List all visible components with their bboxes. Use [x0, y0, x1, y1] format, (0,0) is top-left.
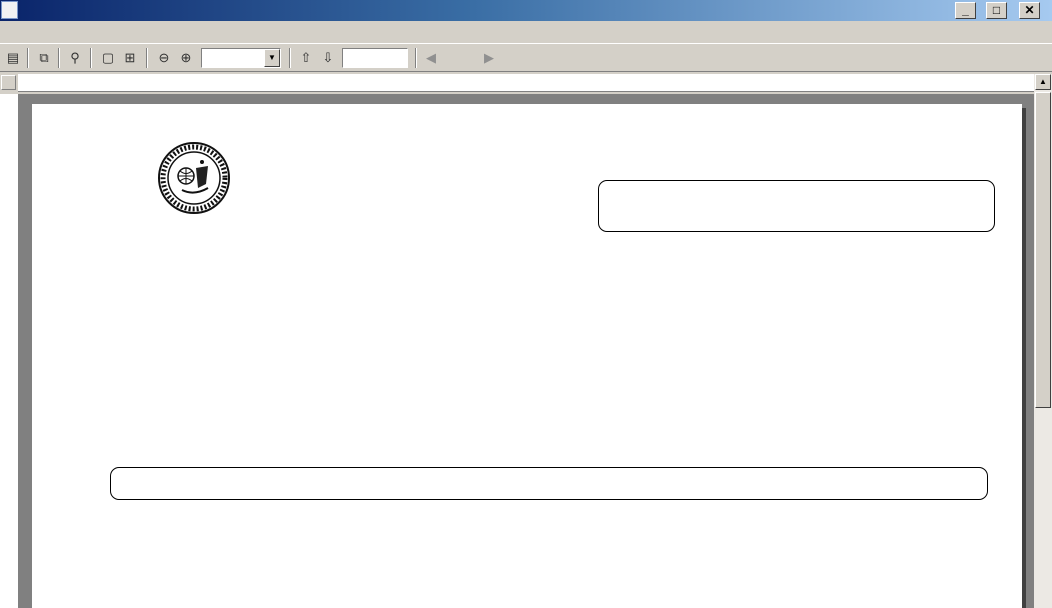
chevron-down-icon[interactable]: ▼ — [264, 49, 280, 67]
toolbar-separator — [58, 48, 60, 68]
vertical-scrollbar[interactable] — [1034, 74, 1052, 608]
page-down-icon[interactable]: ⇩ — [322, 50, 334, 65]
zoom-in-icon[interactable]: ⊕ — [180, 50, 192, 65]
ruler-left-ticks — [0, 94, 18, 608]
toolbar-separator — [289, 48, 291, 68]
multi-page-icon[interactable]: ⊞ — [124, 50, 136, 65]
minimize-icon: _ — [962, 3, 969, 17]
document-area[interactable] — [18, 94, 1034, 608]
close-button[interactable] — [1019, 2, 1040, 19]
document-page — [32, 104, 1022, 608]
scroll-thumb[interactable] — [1035, 92, 1051, 408]
zoom-out-icon[interactable]: ⊖ — [158, 50, 170, 65]
title-bar — [0, 0, 1052, 21]
ruler-left — [0, 94, 18, 608]
find-icon[interactable]: ⚲ — [70, 50, 80, 65]
toolbar-separator — [90, 48, 92, 68]
toolbar-separator — [27, 48, 29, 68]
ruler-top — [18, 74, 1034, 92]
scroll-up-button[interactable] — [1035, 74, 1051, 90]
toolbar — [0, 43, 1052, 72]
single-page-icon[interactable]: ▢ — [101, 50, 115, 65]
contents-icon[interactable]: ▤ — [6, 50, 20, 65]
maximize-icon: □ — [992, 3, 1001, 17]
forward-arrow-icon[interactable]: ▶ — [484, 50, 494, 65]
minimize-button[interactable] — [955, 2, 976, 19]
arrow-up-icon: ▲ — [1039, 77, 1047, 86]
toolbar-separator — [146, 48, 148, 68]
zoom-select[interactable] — [201, 48, 281, 68]
invoice-header-box — [598, 180, 995, 232]
item-table-header — [110, 467, 988, 500]
copy-icon[interactable]: ⧉ — [39, 50, 49, 65]
toolbar-separator — [415, 48, 417, 68]
menu-bar — [0, 21, 1052, 41]
back-arrow-icon[interactable]: ◀ — [426, 50, 436, 65]
ruler-top-ticks — [18, 74, 1034, 92]
university-seal-icon — [156, 140, 232, 216]
ruler-corner — [1, 75, 16, 90]
page-up-icon[interactable]: ⇧ — [300, 50, 312, 65]
app-icon — [1, 1, 18, 19]
maximize-button[interactable] — [986, 2, 1007, 19]
close-icon: ✕ — [1024, 3, 1035, 17]
page-input[interactable] — [342, 48, 408, 68]
